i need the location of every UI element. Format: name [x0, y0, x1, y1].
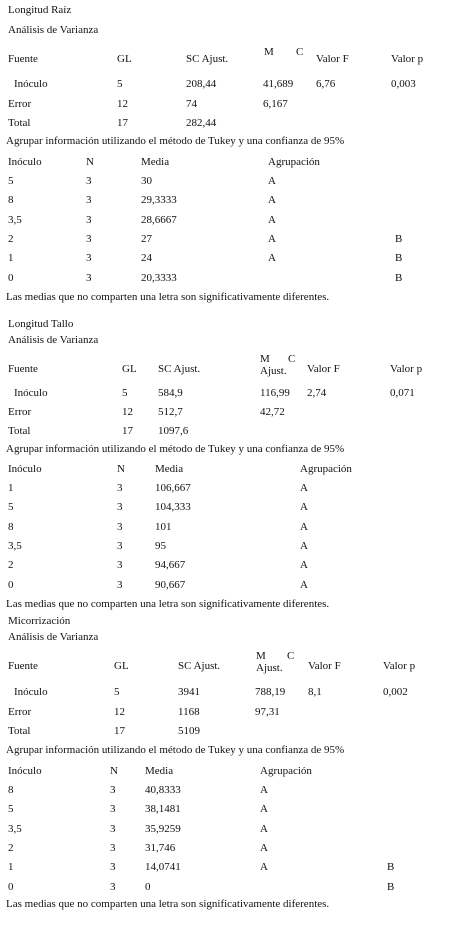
anova-cell-gl: 12: [114, 706, 125, 718]
tukey-cell-inoculo: 1: [8, 252, 14, 264]
section-title: Longitud Tallo: [8, 318, 74, 330]
tukey-header-inoculo: Inóculo: [8, 156, 42, 168]
anova-cell-p: 0,002: [383, 686, 408, 698]
section-title: Longitud Raíz: [8, 4, 72, 16]
tukey-cell-inoculo: 0: [8, 579, 14, 591]
tukey-cell-media: 28,6667: [141, 214, 177, 226]
tukey-header-n: N: [86, 156, 94, 168]
anova-header-fuente: Fuente: [8, 363, 38, 375]
anova-cell-fuente: Inóculo: [14, 387, 48, 399]
anova-header-p: Valor p: [391, 53, 424, 65]
anova-header-p: Valor p: [390, 363, 423, 375]
anova-cell-p: 0,071: [390, 387, 415, 399]
tukey-cell-inoculo: 5: [8, 803, 14, 815]
tukey-cell-group-a: A: [268, 214, 276, 226]
anova-cell-gl: 17: [117, 117, 128, 129]
tukey-cell-inoculo: 8: [8, 521, 14, 533]
anova-cell-p: 0,003: [391, 78, 416, 90]
anova-cell-fuente: Total: [8, 425, 31, 437]
tukey-cell-n: 3: [110, 803, 116, 815]
anova-header-sc: SC Ajust.: [186, 53, 229, 65]
tukey-cell-media: 24: [141, 252, 152, 264]
tukey-cell-media: 40,8333: [145, 784, 181, 796]
tukey-cell-inoculo: 0: [8, 272, 14, 284]
tukey-cell-group-b: B: [387, 861, 395, 873]
anova-cell-fuente: Error: [8, 406, 32, 418]
tukey-cell-group-b: B: [395, 252, 403, 264]
anova-header-f: Valor F: [307, 363, 340, 375]
tukey-cell-inoculo: 2: [8, 233, 14, 245]
tukey-cell-media: 0: [145, 881, 151, 893]
tukey-cell-media: 106,667: [155, 482, 191, 494]
tukey-cell-n: 3: [110, 861, 116, 873]
tukey-cell-group-a: A: [300, 501, 308, 513]
tukey-cell-inoculo: 0: [8, 881, 14, 893]
tukey-cell-inoculo: 8: [8, 784, 14, 796]
tukey-cell-group-a: A: [300, 559, 308, 571]
anova-header-sc: SC Ajust.: [158, 363, 201, 375]
significance-note: Las medias que no comparten una letra son significativamente diferentes.: [6, 291, 330, 303]
tukey-cell-group-a: A: [300, 521, 308, 533]
tukey-cell-group-b: B: [395, 272, 403, 284]
tukey-cell-inoculo: 3,5: [8, 823, 22, 835]
tukey-cell-n: 3: [86, 214, 92, 226]
tukey-cell-media: 29,3333: [141, 194, 177, 206]
tukey-cell-group-a: A: [260, 784, 268, 796]
tukey-cell-n: 3: [110, 881, 116, 893]
tukey-cell-group-b: B: [395, 233, 403, 245]
tukey-cell-inoculo: 2: [8, 842, 14, 854]
anova-cell-mc: 788,19: [255, 686, 286, 698]
tukey-cell-inoculo: 8: [8, 194, 14, 206]
anova-header-mc-m: M: [264, 46, 274, 58]
tukey-header-n: N: [117, 463, 125, 475]
tukey-header-inoculo: Inóculo: [8, 463, 42, 475]
tukey-cell-n: 3: [86, 233, 92, 245]
significance-note: Las medias que no comparten una letra son significativamente diferentes.: [6, 898, 330, 910]
anova-header-fuente: Fuente: [8, 660, 38, 672]
anova-title: Análisis de Varianza: [8, 334, 99, 346]
anova-cell-sc: 512,7: [158, 406, 183, 418]
tukey-cell-inoculo: 2: [8, 559, 14, 571]
tukey-cell-media: 104,333: [155, 501, 191, 513]
anova-cell-sc: 74: [186, 98, 197, 110]
anova-cell-sc: 3941: [178, 686, 200, 698]
tukey-cell-inoculo: 1: [8, 861, 14, 873]
tukey-cell-n: 3: [110, 842, 116, 854]
anova-cell-gl: 5: [122, 387, 128, 399]
anova-header-p: Valor p: [383, 660, 416, 672]
tukey-cell-group-a: A: [260, 823, 268, 835]
tukey-cell-inoculo: 3,5: [8, 540, 22, 552]
anova-cell-gl: 12: [117, 98, 128, 110]
tukey-cell-n: 3: [86, 175, 92, 187]
tukey-cell-group-a: A: [300, 579, 308, 591]
tukey-cell-n: 3: [110, 784, 116, 796]
anova-cell-f: 8,1: [308, 686, 322, 698]
anova-cell-sc: 5109: [178, 725, 200, 737]
tukey-cell-n: 3: [110, 823, 116, 835]
anova-header-fuente: Fuente: [8, 53, 38, 65]
tukey-cell-group-a: A: [260, 803, 268, 815]
anova-header-mc-ajust: Ajust.: [260, 365, 287, 377]
anova-header-mc-c: C: [287, 650, 295, 662]
anova-cell-f: 2,74: [307, 387, 327, 399]
anova-cell-sc: 1097,6: [158, 425, 189, 437]
tukey-cell-inoculo: 3,5: [8, 214, 22, 226]
tukey-cell-n: 3: [117, 540, 123, 552]
anova-cell-mc: 116,99: [260, 387, 290, 399]
tukey-cell-media: 20,3333: [141, 272, 177, 284]
anova-cell-gl: 12: [122, 406, 133, 418]
tukey-title: Agrupar información utilizando el método de Tukey y una confianza de 95%: [6, 744, 345, 756]
anova-cell-sc: 584,9: [158, 387, 183, 399]
anova-header-mc-m: M: [256, 650, 266, 662]
tukey-title: Agrupar información utilizando el método de Tukey y una confianza de 95%: [6, 135, 345, 147]
tukey-header-agrupacion: Agrupación: [260, 765, 312, 777]
tukey-cell-n: 3: [117, 559, 123, 571]
anova-cell-mc: 41,689: [263, 78, 294, 90]
anova-cell-mc: 6,167: [263, 98, 288, 110]
tukey-cell-group-a: A: [268, 233, 276, 245]
anova-cell-f: 6,76: [316, 78, 336, 90]
tukey-cell-group-a: A: [260, 842, 268, 854]
anova-cell-fuente: Error: [8, 98, 32, 110]
tukey-cell-group-b: B: [387, 881, 395, 893]
anova-header-mc-ajust: Ajust.: [256, 662, 283, 674]
anova-header-gl: GL: [114, 660, 129, 672]
tukey-cell-media: 38,1481: [145, 803, 181, 815]
anova-header-mc-c: C: [288, 353, 296, 365]
tukey-cell-n: 3: [86, 252, 92, 264]
tukey-cell-inoculo: 5: [8, 501, 14, 513]
tukey-cell-media: 35,9259: [145, 823, 181, 835]
anova-cell-fuente: Inóculo: [14, 686, 48, 698]
anova-cell-gl: 5: [114, 686, 120, 698]
tukey-cell-media: 94,667: [155, 559, 186, 571]
tukey-cell-n: 3: [117, 521, 123, 533]
tukey-cell-media: 14,0741: [145, 861, 181, 873]
tukey-cell-n: 3: [117, 482, 123, 494]
anova-cell-fuente: Total: [8, 725, 31, 737]
tukey-cell-media: 27: [141, 233, 152, 245]
tukey-cell-n: 3: [117, 501, 123, 513]
tukey-cell-group-a: A: [300, 482, 308, 494]
anova-cell-gl: 5: [117, 78, 123, 90]
tukey-header-media: Media: [155, 463, 184, 475]
tukey-header-agrupacion: Agrupación: [300, 463, 352, 475]
anova-cell-fuente: Error: [8, 706, 32, 718]
tukey-header-n: N: [110, 765, 118, 777]
anova-header-gl: GL: [122, 363, 137, 375]
tukey-cell-media: 95: [155, 540, 166, 552]
anova-header-mc-m: M: [260, 353, 270, 365]
anova-cell-sc: 282,44: [186, 117, 217, 129]
tukey-title: Agrupar información utilizando el método de Tukey y una confianza de 95%: [6, 443, 345, 455]
anova-cell-sc: 208,44: [186, 78, 217, 90]
anova-cell-gl: 17: [114, 725, 125, 737]
tukey-cell-n: 3: [86, 272, 92, 284]
tukey-header-media: Media: [145, 765, 174, 777]
tukey-cell-group-a: A: [260, 861, 268, 873]
anova-header-f: Valor F: [308, 660, 341, 672]
anova-cell-gl: 17: [122, 425, 133, 437]
tukey-cell-inoculo: 5: [8, 175, 14, 187]
anova-header-f: Valor F: [316, 53, 349, 65]
tukey-cell-media: 101: [155, 521, 172, 533]
anova-cell-sc: 1168: [178, 706, 200, 718]
anova-cell-fuente: Inóculo: [14, 78, 48, 90]
anova-title: Análisis de Varianza: [8, 631, 99, 643]
anova-cell-fuente: Total: [8, 117, 31, 129]
anova-title: Análisis de Varianza: [8, 24, 99, 36]
tukey-header-media: Media: [141, 156, 170, 168]
section-title: Micorrización: [8, 615, 71, 627]
anova-cell-mc: 42,72: [260, 406, 285, 418]
anova-header-gl: GL: [117, 53, 132, 65]
anova-header-sc: SC Ajust.: [178, 660, 221, 672]
anova-header-mc-c: C: [296, 46, 304, 58]
tukey-cell-group-a: A: [268, 194, 276, 206]
tukey-cell-group-a: A: [300, 540, 308, 552]
tukey-cell-media: 90,667: [155, 579, 186, 591]
anova-cell-mc: 97,31: [255, 706, 280, 718]
tukey-cell-media: 31,746: [145, 842, 176, 854]
tukey-cell-inoculo: 1: [8, 482, 14, 494]
significance-note: Las medias que no comparten una letra son significativamente diferentes.: [6, 598, 330, 610]
tukey-cell-n: 3: [86, 194, 92, 206]
tukey-header-agrupacion: Agrupación: [268, 156, 320, 168]
tukey-cell-group-a: A: [268, 175, 276, 187]
tukey-cell-n: 3: [117, 579, 123, 591]
tukey-cell-media: 30: [141, 175, 152, 187]
tukey-header-inoculo: Inóculo: [8, 765, 42, 777]
tukey-cell-group-a: A: [268, 252, 276, 264]
